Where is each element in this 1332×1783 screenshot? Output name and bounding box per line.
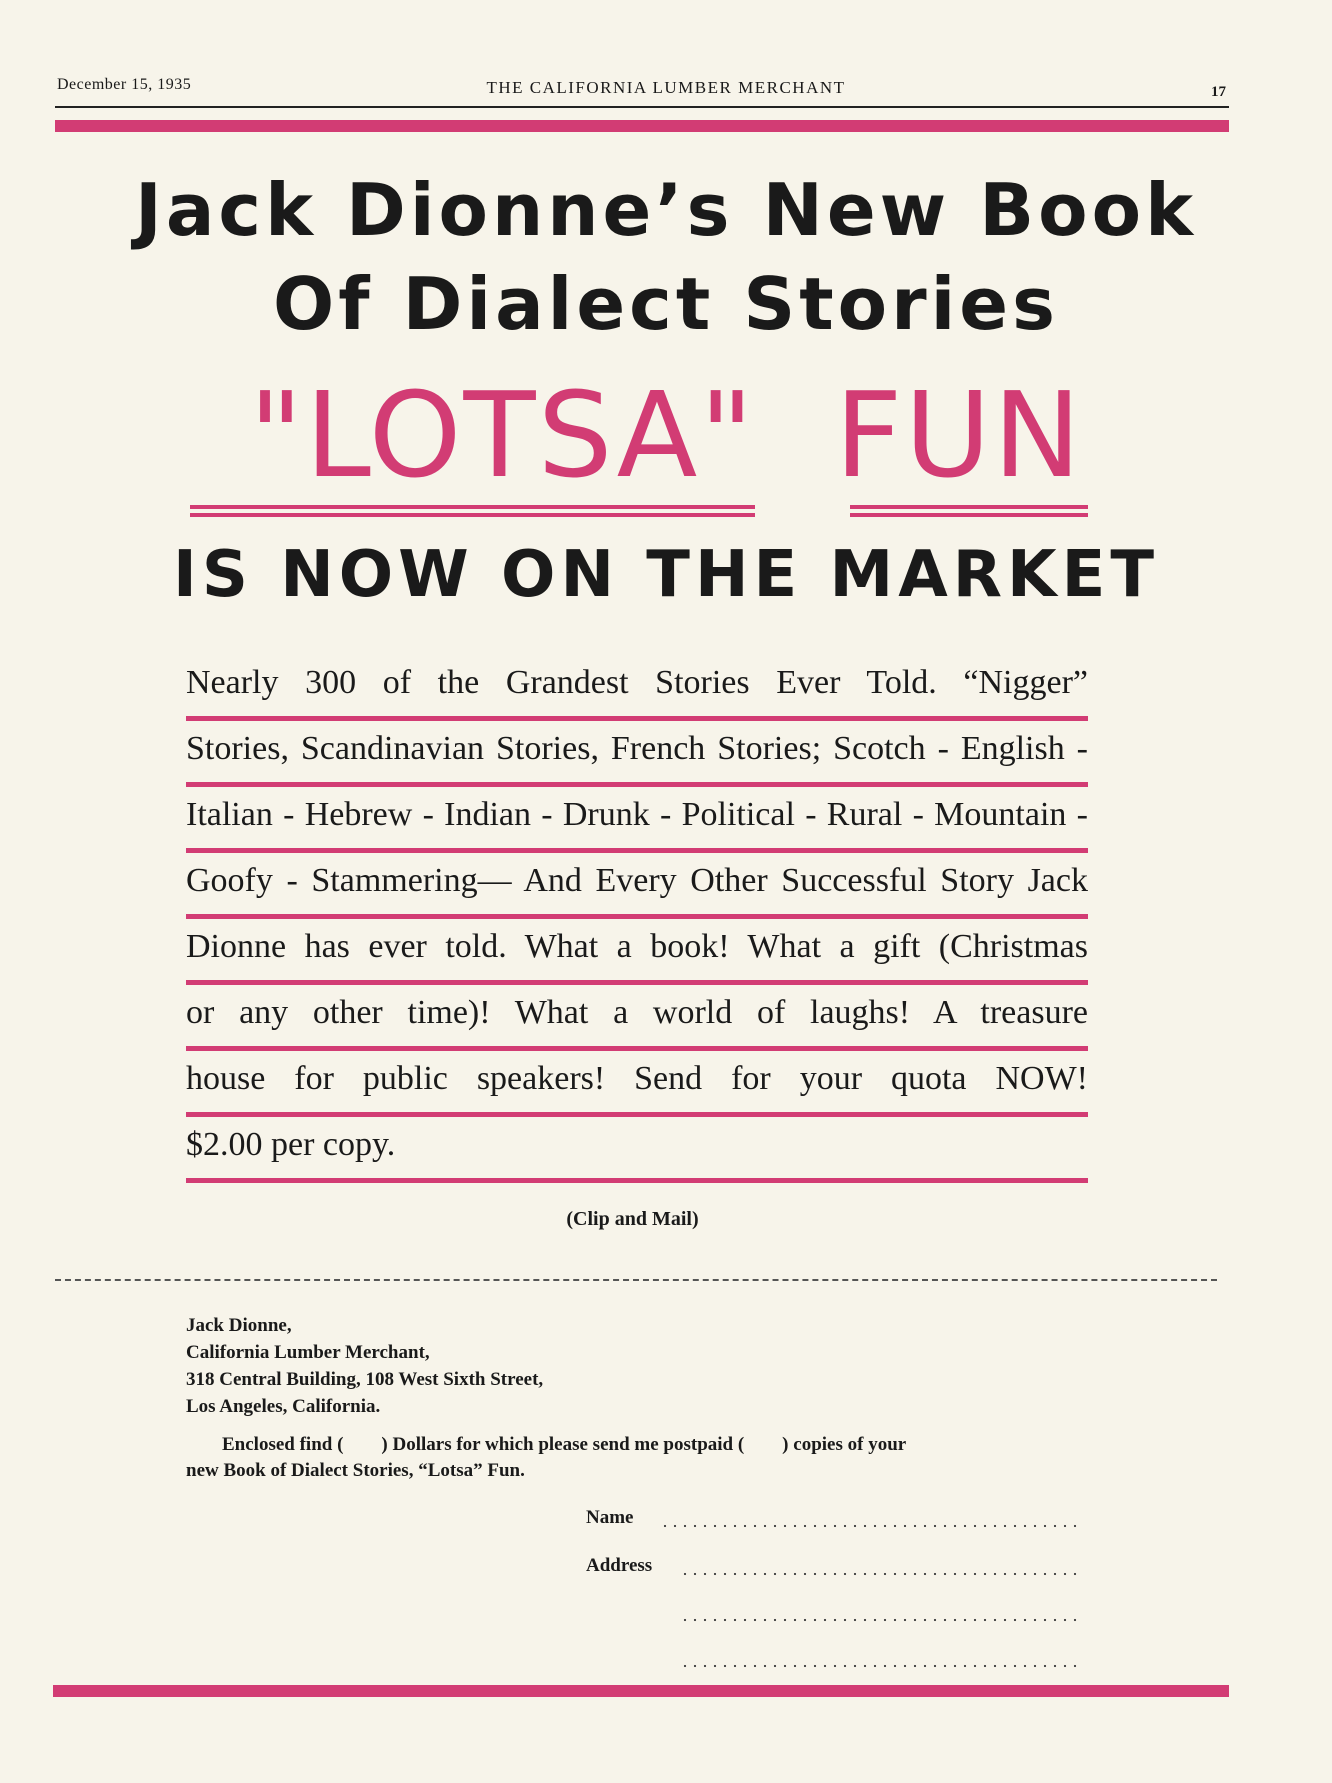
order-text	[186, 1432, 1086, 1484]
headline-line-4: IS NOW ON THE MARKET	[173, 538, 1159, 612]
name-field-label: Name	[586, 1507, 634, 1528]
address-field-line[interactable]	[680, 1572, 1082, 1576]
order-text-line-2: new Book of Dialect Stories, “Lotsa” Fun.	[186, 1460, 525, 1481]
body-line: house for public speakers! Send for your quota NOW!	[186, 1051, 1088, 1117]
body-line: Goofy - Stammering— And Every Other Successful Story Jack	[186, 853, 1088, 919]
ad-body-copy	[186, 655, 1088, 1183]
body-line: or any other time)! What a world of laughs! A treasure	[186, 985, 1088, 1051]
header-rule	[55, 106, 1229, 108]
mailing-address	[186, 1312, 543, 1420]
top-accent-bar	[55, 120, 1229, 132]
name-field-line[interactable]	[660, 1524, 1082, 1528]
body-line: Italian - Hebrew - Indian - Drunk - Political - Rural - Mountain -	[186, 787, 1088, 853]
address-line: Jack Dionne,	[186, 1315, 292, 1336]
issue-date: December 15, 1935	[57, 76, 192, 93]
publication-title: THE CALIFORNIA LUMBER MERCHANT	[486, 78, 846, 97]
body-line-price: $2.00 per copy.	[186, 1117, 1088, 1183]
clip-and-mail-note: (Clip and Mail)	[566, 1208, 699, 1230]
headline-line-1: Jack Dionne’s New Book	[135, 168, 1197, 252]
body-line: Stories, Scandinavian Stories, French Stories; Scotch - English -	[186, 721, 1088, 787]
order-text-line-1: Enclosed find ( ) Dollars for which please send me postpaid ( ) copies of your	[222, 1434, 907, 1455]
address-line: 318 Central Building, 108 West Sixth Street,	[186, 1369, 544, 1390]
bottom-accent-bar	[53, 1685, 1229, 1697]
body-line: Nearly 300 of the Grandest Stories Ever Told. “Nigger”	[186, 655, 1088, 721]
headline-title-lotsa-fun: "LOTSA" FUN	[248, 366, 1084, 504]
coupon-cut-line	[55, 1279, 1217, 1281]
address-line: California Lumber Merchant,	[186, 1342, 430, 1363]
body-line: Dionne has ever told. What a book! What a gift (Christmas	[186, 919, 1088, 985]
address-field-label: Address	[586, 1555, 653, 1576]
address-line: Los Angeles, California.	[186, 1396, 381, 1417]
double-rule-right	[850, 505, 1088, 517]
page-number: 17	[1211, 84, 1226, 100]
address-field-line[interactable]	[680, 1664, 1082, 1668]
address-field-line[interactable]	[680, 1618, 1082, 1622]
headline-line-2: Of Dialect Stories	[273, 262, 1059, 346]
double-rule-left	[190, 505, 755, 517]
